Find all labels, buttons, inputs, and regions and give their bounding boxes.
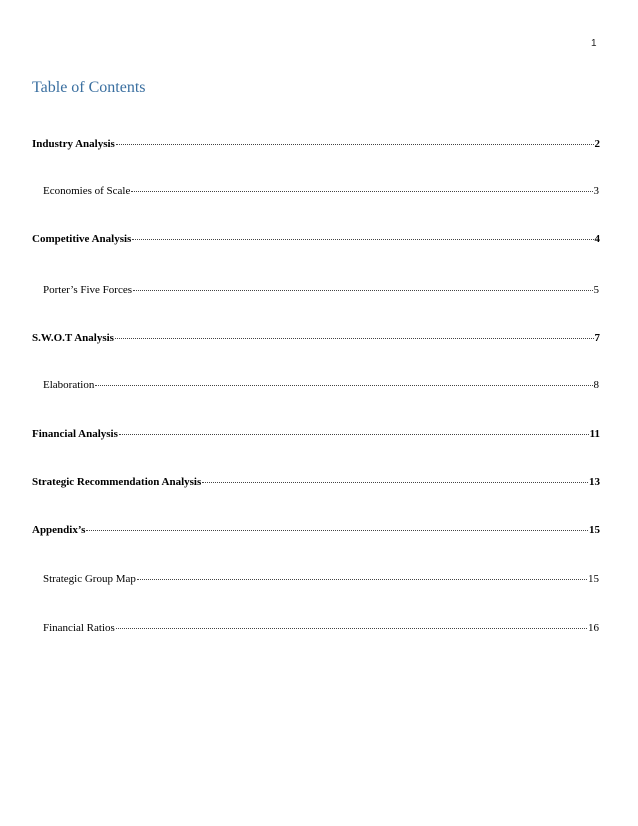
toc-entry-economies-of-scale[interactable] [43, 184, 599, 198]
toc-entry-industry-analysis[interactable] [32, 137, 600, 151]
toc-entry-page: 16 [588, 622, 599, 634]
toc-entry-page: 3 [593, 185, 599, 197]
toc-entry-label: Economies of Scale [43, 185, 131, 197]
dot-leader [95, 384, 592, 386]
toc-entry-porters-five-forces[interactable] [43, 283, 599, 297]
toc-entry-page: 11 [589, 428, 600, 440]
toc-entry-label: Industry Analysis [32, 138, 115, 150]
toc-entry-page: 2 [594, 138, 600, 150]
toc-entry-label: Appendix’s [32, 524, 86, 536]
toc-entry-label: S.W.O.T Analysis [32, 332, 114, 344]
dot-leader [132, 238, 593, 240]
toc-entry-elaboration[interactable] [43, 378, 599, 392]
dot-leader [131, 190, 592, 192]
dot-leader [116, 627, 587, 629]
toc-entry-label: Porter’s Five Forces [43, 284, 133, 296]
toc-entry-strategic-recommendation-analysis[interactable] [32, 475, 600, 489]
toc-entry-page: 7 [594, 332, 600, 344]
toc-entry-label: Elaboration [43, 379, 95, 391]
dot-leader [116, 143, 594, 145]
dot-leader [202, 481, 588, 483]
toc-entry-label: Financial Analysis [32, 428, 118, 440]
toc-entry-swot-analysis[interactable] [32, 331, 600, 345]
dot-leader [137, 578, 587, 580]
toc-entry-strategic-group-map[interactable] [43, 572, 599, 586]
toc-entry-competitive-analysis[interactable] [32, 232, 600, 246]
toc-entry-financial-ratios[interactable] [43, 621, 599, 635]
toc-entry-label: Competitive Analysis [32, 233, 132, 245]
toc-entry-page: 4 [594, 233, 600, 245]
dot-leader [133, 289, 592, 291]
toc-entry-page: 15 [588, 573, 599, 585]
dot-leader [119, 433, 589, 435]
toc-entry-financial-analysis[interactable] [32, 427, 600, 441]
toc-entry-page: 15 [589, 524, 600, 536]
toc-entry-label: Strategic Recommendation Analysis [32, 476, 202, 488]
toc-entry-page: 5 [593, 284, 599, 296]
toc-entry-label: Strategic Group Map [43, 573, 136, 585]
toc-title: Table of Contents [32, 79, 146, 96]
dot-leader [86, 529, 588, 531]
toc-entry-page: 13 [589, 476, 600, 488]
toc-entry-label: Financial Ratios [43, 622, 115, 634]
page-number: 1 [591, 38, 597, 49]
toc-entry-appendixs[interactable] [32, 523, 600, 537]
dot-leader [115, 337, 594, 339]
toc-entry-page: 8 [593, 379, 599, 391]
